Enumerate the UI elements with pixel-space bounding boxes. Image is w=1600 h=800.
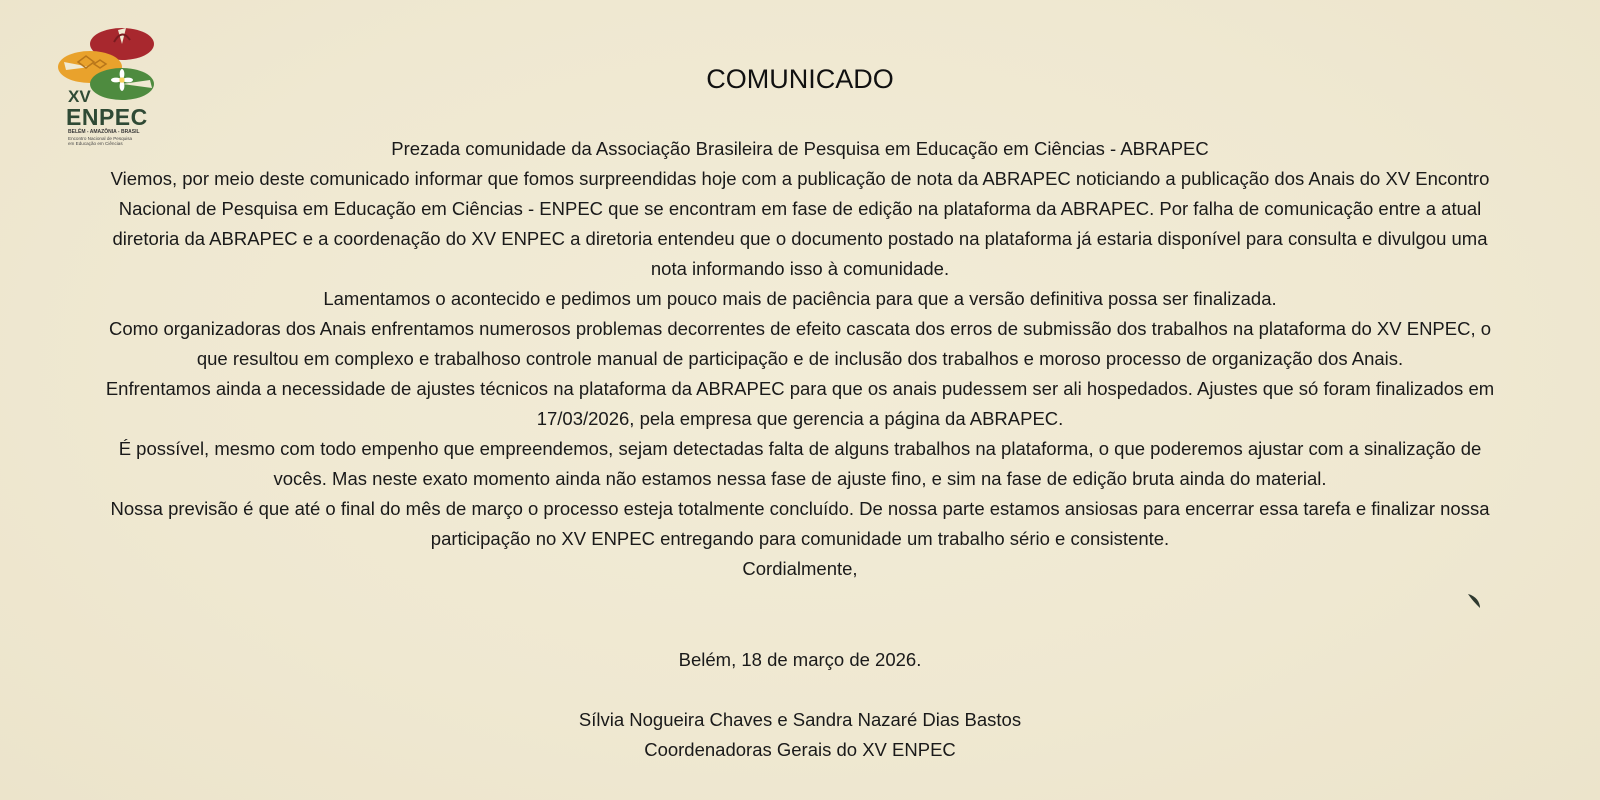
- page-title: COMUNICADO: [706, 64, 894, 94]
- logo-location: BELÉM - AMAZÔNIA - BRASIL: [68, 129, 140, 135]
- logo-name: ENPEC: [66, 104, 148, 130]
- paragraph-technical-adjustments: Enfrentamos ainda a necessidade de ajustes técnicos na plataforma da ABRAPEC para que os anais pudessem ser ali hospedados. Ajustes que só foram finalizados em 17/03/2026, pela empresa que gerencia a página da ABRAPEC.: [105, 378, 1495, 429]
- logo-subtitle-line2: em Educação em Ciências: [68, 141, 123, 146]
- greeting-paragraph: Prezada comunidade da Associação Brasileira de Pesquisa em Educação em Ciências - ABRAPEC: [391, 138, 1209, 159]
- signatory-names: Sílvia Nogueira Chaves e Sandra Nazaré Dias Bastos: [578, 709, 1022, 730]
- paragraph-announcement: Viemos, por meio deste comunicado informar que fomos surpreendidas hoje com a publicação de nota da ABRAPEC noticiando a publicação dos Anais do XV Encontro Nacional de Pesquisa em Educação em Ciências - ENPEC que se encontram em fase de edição na plataforma da ABRAPEC. Por falha de comunicação entre a atual diretoria da ABRAPEC e a coordenação do XV ENPEC a diretoria entendeu que o documento postado na plataforma já estaria disponível para consulta e divulgou uma nota informando isso à comunidade.: [110, 168, 1490, 279]
- notice-date: Belém, 18 de março de 2026.: [678, 649, 922, 670]
- logo-subtitle-line1: Encontro Nacional de Pesquisa: [68, 136, 133, 141]
- notice-body: [95, 134, 1505, 584]
- leaf-decoration-icon: [1466, 592, 1486, 612]
- paragraph-forecast: Nossa previsão é que até o final do mês de março o processo esteja totalmente concluído. De nossa parte estamos ansiosas para encerrar essa tarefa e finalizar nossa participação no XV ENPEC entregando para comunidade um trabalho sério e consistente.: [110, 498, 1490, 549]
- closing-salutation: Cordialmente,: [742, 558, 858, 579]
- signatory-role: Coordenadoras Gerais do XV ENPEC: [644, 739, 956, 760]
- paragraph-problems: Como organizadoras dos Anais enfrentamos numerosos problemas decorrentes de efeito cascata dos erros de submissão dos trabalhos na plataforma do XV ENPEC, o que resultou em complexo e trabalhoso controle manual de participação e de inclusão dos trabalhos e moroso processo de organização dos Anais.: [108, 318, 1492, 369]
- paragraph-missing-works: É possível, mesmo com todo empenho que empreendemos, sejam detectadas falta de alguns trabalhos na plataforma, o que poderemos ajustar com a sinalização de vocês. Mas neste exato momento ainda não estamos nessa fase de ajuste fino, e sim na fase de edição bruta ainda do material.: [118, 438, 1482, 489]
- paragraph-apology: Lamentamos o acontecido e pedimos um pouco mais de paciência para que a versão definitiva possa ser finalizada.: [323, 288, 1277, 309]
- logo-edition: XV: [68, 87, 91, 106]
